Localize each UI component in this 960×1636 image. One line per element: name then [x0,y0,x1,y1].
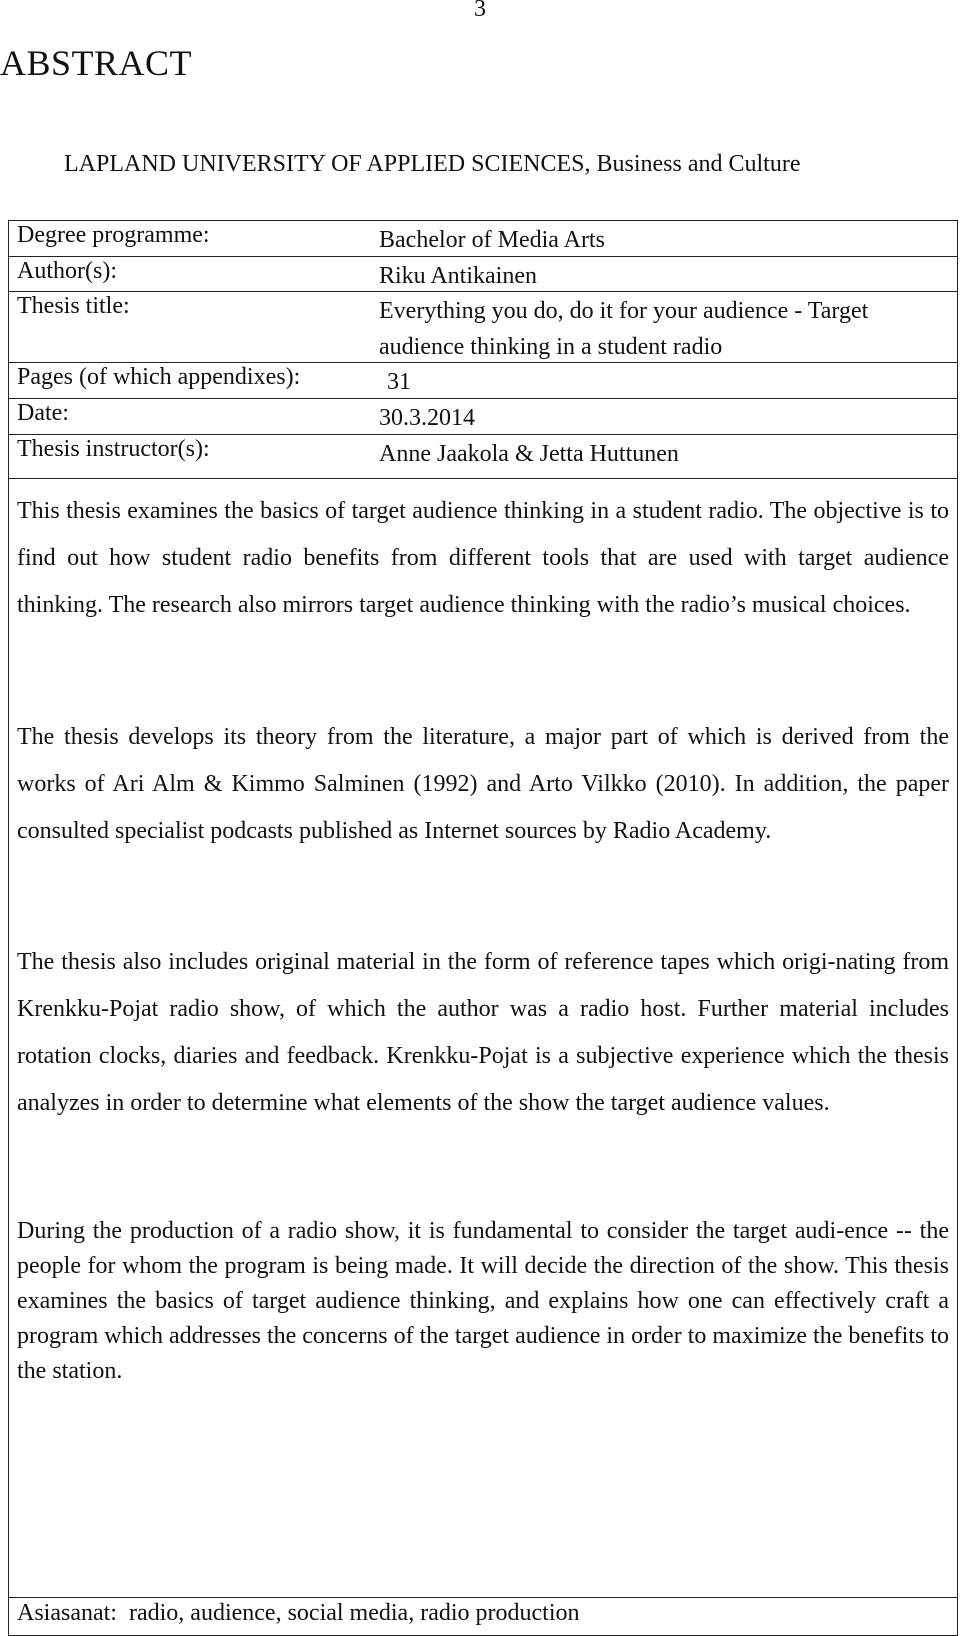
author-value: Riku Antikainen [379,263,537,289]
instructors-value: Anne Jaakola & Jetta Huttunen [379,441,679,467]
abstract-paragraph-2: The thesis develops its theory from the literature, a major part of which is derived from the works of Ari Alm & Kimmo Salminen (1992) and Arto Vilkko (2010). In addition, the paper consulted specialist podcasts published as Internet sources by Radio Academy. [17,724,949,844]
abstract-paragraph-3: The thesis also includes original material in the form of reference tapes which origi-nating from Krenkku-Pojat radio show, of which the author was a radio host. Further material includes rotation clocks, diaries and feedback. Krenkku-Pojat is a subjective experience which the thesis analyzes in order to determine what elements of the show the target audience values. [17,949,949,1116]
date-label: Date: [17,400,69,426]
abstract-paragraph-1: This thesis examines the basics of target audience thinking in a student radio. The objective is to find out how student radio benefits from different tools that are used with target audience thinking. The research also mirrors target audience thinking with the radio’s musical choices. [17,498,949,618]
instructors-row [9,435,957,478]
date-value: 30.3.2014 [379,405,475,431]
pages-value: 31 [387,369,411,395]
author-label: Author(s): [17,258,117,284]
keywords-row [8,1597,958,1636]
degree-value: Bachelor of Media Arts [379,227,605,253]
pages-label: Pages (of which appendixes): [17,364,301,390]
thesis-info-table [8,220,958,479]
abstract-paragraph-4: During the production of a radio show, it is fundamental to consider the target audi-ence -- the people for whom the program is being made. It will decide the direction of the show. This thesis examines the basics of target audience thinking, and explains how one can effectively craft a program which addresses the concerns of the target audience in order to maximize the benefits to the station. [17,1218,949,1384]
date-row [9,399,957,435]
degree-row [9,221,957,257]
page-number: 3 [474,0,486,22]
title-row [9,292,957,363]
abstract-body [8,478,958,1598]
keywords-value: radio, audience, social media, radio production [128,1600,580,1626]
instructors-label: Thesis instructor(s): [17,436,210,462]
title-label: Thesis title: [17,293,130,319]
degree-label: Degree programme: [17,222,210,248]
keywords-line [17,1600,580,1627]
pages-row [9,363,957,399]
institution-line: LAPLAND UNIVERSITY OF APPLIED SCIENCES, Business and Culture [64,151,801,177]
title-value: Everything you do, do it for your audience - Target audience thinking in a student radio [379,298,869,360]
page-title: ABSTRACT [0,43,193,83]
author-row [9,257,957,292]
keywords-label: Asiasanat: [17,1600,117,1626]
